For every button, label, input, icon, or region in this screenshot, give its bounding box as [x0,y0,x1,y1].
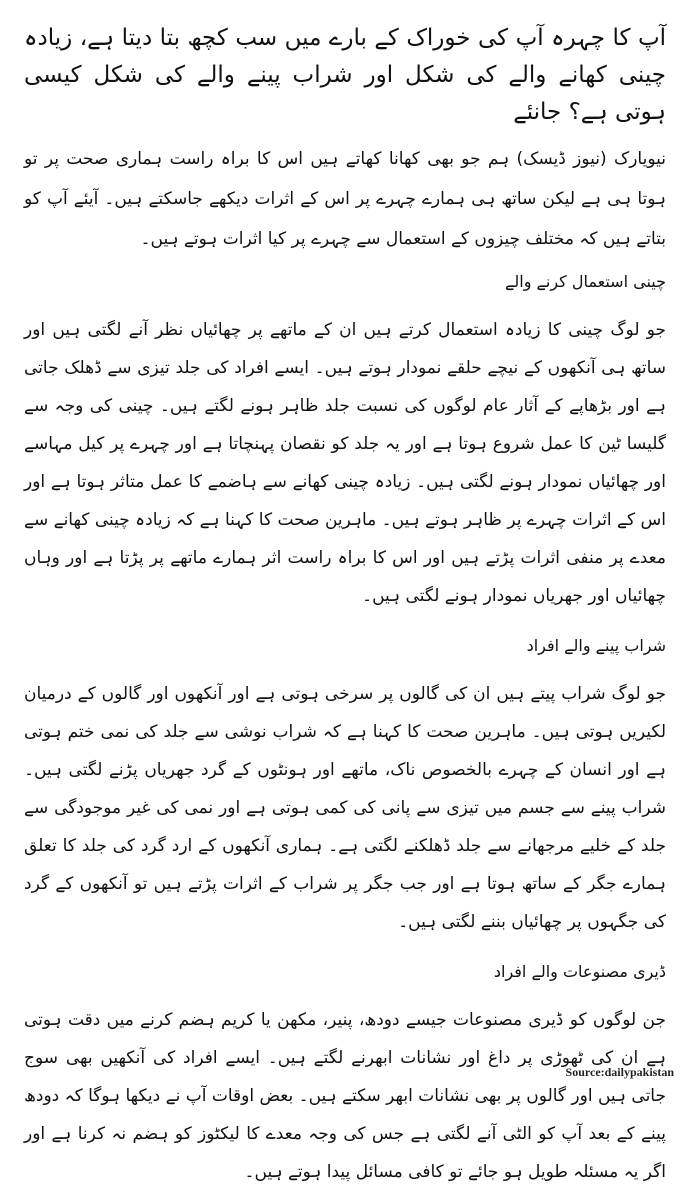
section-body-alcohol: جو لوگ شراب پیتے ہیں ان کی گالوں پر سرخی ہوتی ہے اور آنکھوں اور گالوں کے درمیان لکیریں ہوتی ہیں۔ ماہرین صحت کا کہنا ہے کہ شراب نوشی سے جلد کی نمی ختم ہوتی ہے اور انسان کے چہرے بالخصوص ناک، ماتھے اور ہونٹوں کے گرد جھریاں پڑنے لگتی ہیں۔ شراب پینے سے جسم میں تیزی سے پانی کی کمی ہوتی ہے اور نمی کی غیر موجودگی سے جلد کے خلیے مرجھانے سے جلد ڈھلکنے لگتی ہے۔ ہماری آنکھوں کے ارد گرد کی جلد کا تعلق ہمارے جگر کے ساتھ ہوتا ہے اور جب جگر پر شراب کے اثرات پڑتے ہیں تو آنکھوں کے گرد کی جگہوں پر چھائیاں بننے لگتی ہیں۔ [24,684,666,932]
section-heading-alcohol: شراب پینے والے افراد [526,636,666,655]
section-body-sugar: جو لوگ چینی کا زیادہ استعمال کرتے ہیں ان کے ماتھے پر چھائیاں نظر آنے لگتی ہیں اور ساتھ ہی آنکھوں کے نیچے حلقے نمودار ہوتے ہیں۔ ایسے افراد کی جلد تیزی سے ڈھلک جاتی ہے اور بڑھاپے کے آثار عام لوگوں کی نسبت جلد ظاہر ہونے لگتے ہیں۔ چینی کی وجہ سے گلیسا ٹین کا عمل شروع ہوتا ہے اور یہ جلد کو نقصان پہنچاتا ہے اور چہرے پر کیل مہاسے اور چھائیاں نمودار ہونے لگتی ہیں۔ زیادہ چینی کھانے سے ہاضمے کا عمل متاثر ہوتا ہے اور اس کے اثرات چہرے پر ظاہر ہوتے ہیں۔ ماہرین صحت کا کہنا ہے کہ زیادہ چینی کھانے سے معدے پر منفی اثرات پڑتے ہیں اور اس کا براہ راست اثر ہمارے ماتھے پر پڑتا ہے اور وہاں چھائیاں اور جھریاں نمودار ہونے لگتی ہیں۔ [24,320,666,606]
article-title: آپ کا چہرہ آپ کی خوراک کے بارے میں سب کچھ بتا دیتا ہے، زیادہ چینی کھانے والے کی شکل اور شراب پینے والے کی شکل کیسی ہوتی ہے؟ جانئے [24,25,666,125]
section-body-dairy: جن لوگوں کو ڈیری مصنوعات جیسے دودھ، پنیر، مکھن یا کریم ہضم کرنے میں دقت ہوتی ہے ان کی ٹھوڑی پر داغ اور نشانات ابھرنے لگتے ہیں۔ ایسے افراد کی آنکھیں بھی سوج جاتی ہیں اور گالوں پر بھی نشانات ابھر سکتے ہیں۔ بعض اوقات آپ نے دیکھا ہوگا کہ دودھ پینے کے بعد آپ کو الٹی آنے لگتی ہے جس کی وجہ معدے کا لیکٹوز کو ہضم نہ کرنا ہے اور اگر یہ مسئلہ طویل ہو جائے تو کافی مسائل پیدا ہوتے ہیں۔ [24,1010,666,1182]
source-credit: Source:dailypakistan [565,1065,674,1079]
section-alcohol [24,633,666,941]
section-heading-dairy: ڈیری مصنوعات والے افراد [493,962,666,981]
section-heading-sugar: چینی استعمال کرنے والے [505,272,666,291]
section-sugar [24,269,666,615]
article-intro: نیویارک (نیوز ڈیسک) ہم جو بھی کھانا کھاتے ہیں اس کا براہ راست ہماری صحت پر تو ہوتا ہی ہے لیکن ساتھ ہی ہمارے چہرے پر اس کے اثرات دیکھے جاسکتے ہیں۔ آیئے آپ کو بتاتے ہیں کہ مختلف چیزوں کے استعمال سے چہرے پر کیا اثرات ہوتے ہیں۔ [24,149,666,249]
